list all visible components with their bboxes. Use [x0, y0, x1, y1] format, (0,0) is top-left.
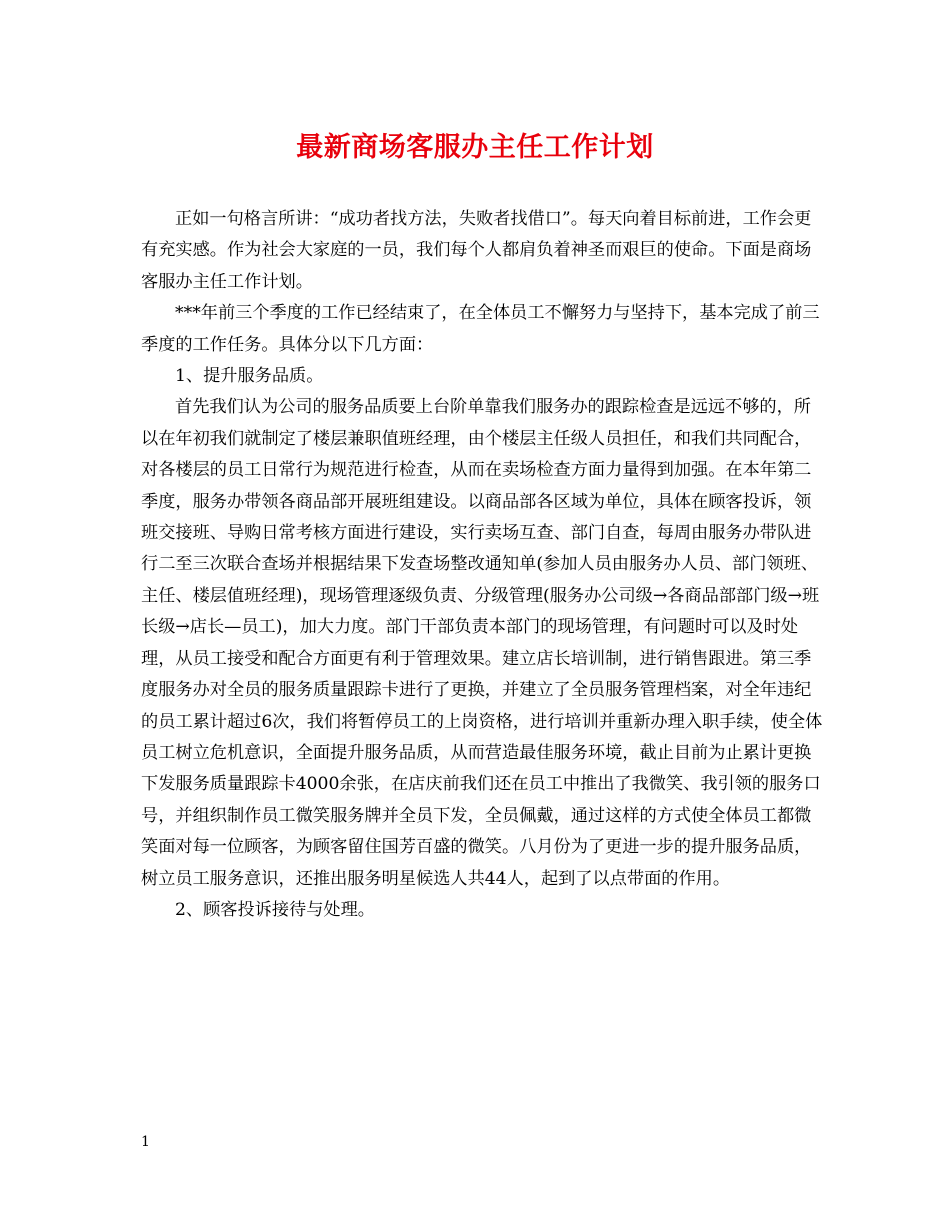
- paragraph-summary: ***年前三个季度的工作已经结束了，在全体员工不懈努力与坚持下，基本完成了前三季度的工作任务。具体分以下几方面：: [141, 303, 820, 355]
- page-number: 1: [141, 1134, 150, 1150]
- paragraph-service-quality: 首先我们认为公司的服务品质要上台阶单靠我们服务办的跟踪检查是远远不够的，所以在年初我们就制定了楼层兼职值班经理，由个楼层主任级人员担任，和我们共同配合，对各楼层的员工日常行为规范进行检查，从而在卖场检查方面力量得到加强。在本年第二季度，服务办带领各商品部开展班组建设。以商品部各区域为单位，具体在顾客投诉，领班交接班、导购日常考核方面进行建设，实行卖场互查、部门自查，每周由服务办带队进行二至三次联合查场并根据结果下发查场整改通知单(参加人员由服务办人员、部门领班、主任、楼层值班经理)，现场管理逐级负责、分级管理(服务办公司级→各商品部部门级→班长级→店长—员工)，加大力度。部门干部负责本部门的现场管理，有问题时可以及时处理，从员工接受和配合方面更有利于管理效果。建立店长培训制，进行销售跟进。第三季度服务办对全员的服务质量跟踪卡进行了更换，并建立了全员服务管理档案，对全年违纪的员工累计超过6次，我们将暂停员工的上岗资格，进行培训并重新办理入职手续，使全体员工树立危机意识，全面提升服务品质，从而营造最佳服务环境，截止目前为止累计更换下发服务质量跟踪卡4000余张，在店庆前我们还在员工中推出了我微笑、我引领的服务口号，并组织制作员工微笑服务牌并全员下发，全员佩戴，通过这样的方式使全体员工都微笑面对每一位顾客，为顾客留住国芳百盛的微笑。八月份为了更进一步的提升服务品质，树立员工服务意识，还推出服务明星候选人共44人，起到了以点带面的作用。: [141, 397, 823, 889]
- document-title: 最新商场客服办主任工作计划: [296, 132, 654, 163]
- document-body: [141, 204, 825, 926]
- section-heading-service-quality: 1、提升服务品质。: [175, 366, 324, 387]
- paragraph-intro: 正如一句格言所讲：“成功者找方法，失败者找借口”。每天向着目标前进，工作会更有充实感。作为社会大家庭的一员，我们每个人都肩负着神圣而艰巨的使命。下面是商场客服办主任工作计划。: [141, 209, 812, 292]
- section-heading-complaints: 2、顾客投诉接待与处理。: [175, 899, 375, 920]
